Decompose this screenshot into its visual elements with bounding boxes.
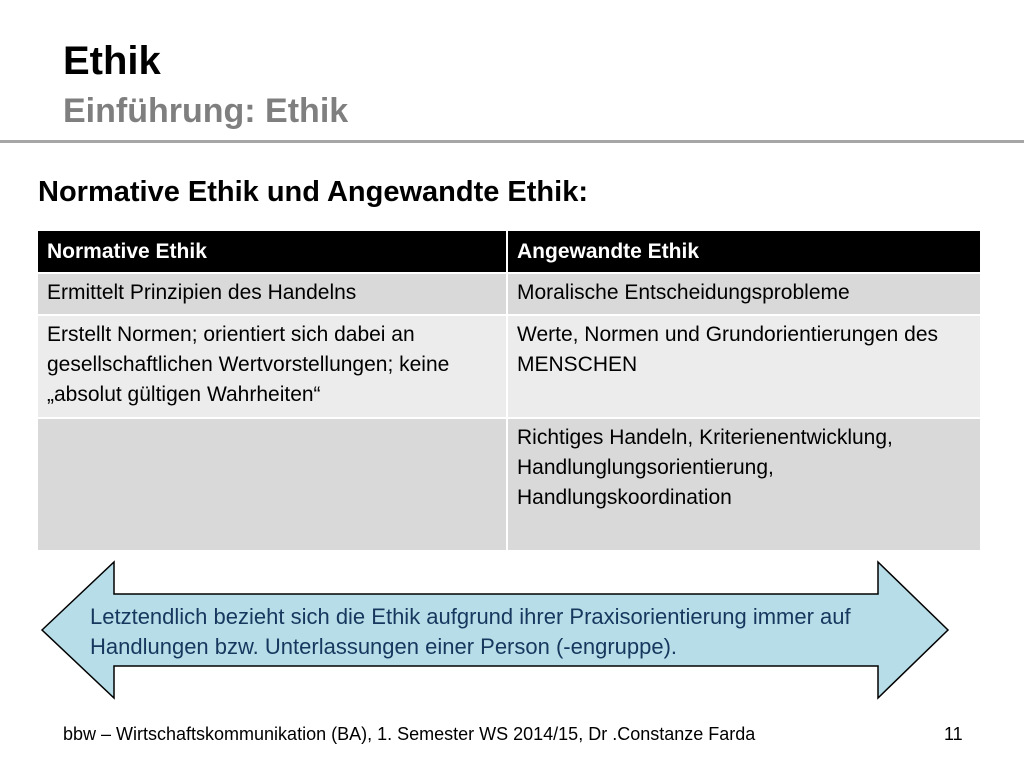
table-cell: Erstellt Normen; orientiert sich dabei an gesellschaftlichen Wertvorstellungen; keine „absolut gültigen Wahrheiten“ [38, 316, 506, 417]
double-arrow-callout [40, 560, 952, 700]
table-cell: Moralische Entscheidungsprobleme [508, 274, 980, 314]
callout-text: Letztendlich bezieht sich die Ethik aufgrund ihrer Praxisorientierung immer auf Handlungen bzw. Unterlassungen einer Person (-engruppe). [90, 604, 851, 659]
ethik-comparison-table [36, 229, 982, 552]
section-heading: Normative Ethik und Angewandte Ethik: [38, 176, 588, 208]
table-cell [38, 419, 506, 550]
column-header-angewandte: Angewandte Ethik [508, 231, 980, 272]
column-header-normative: Normative Ethik [38, 231, 506, 272]
table-row [38, 274, 980, 314]
slide-title: Ethik [63, 39, 161, 83]
title-divider [0, 140, 1024, 143]
table-cell: Richtiges Handeln, Kriterienentwicklung, Handlunglungsorientierung, Handlungskoordination [508, 419, 980, 550]
table-row [38, 316, 980, 417]
table-cell: Ermittelt Prinzipien des Handelns [38, 274, 506, 314]
slide-subtitle: Einführung: Ethik [63, 92, 349, 130]
table-header-row [38, 231, 980, 272]
page-number: 11 [944, 724, 963, 744]
table-row [38, 419, 980, 550]
footer-text: bbw – Wirtschaftskommunikation (BA), 1. Semester WS 2014/15, Dr .Constanze Farda [63, 724, 756, 744]
table-cell: Werte, Normen und Grundorientierungen des MENSCHEN [508, 316, 980, 417]
